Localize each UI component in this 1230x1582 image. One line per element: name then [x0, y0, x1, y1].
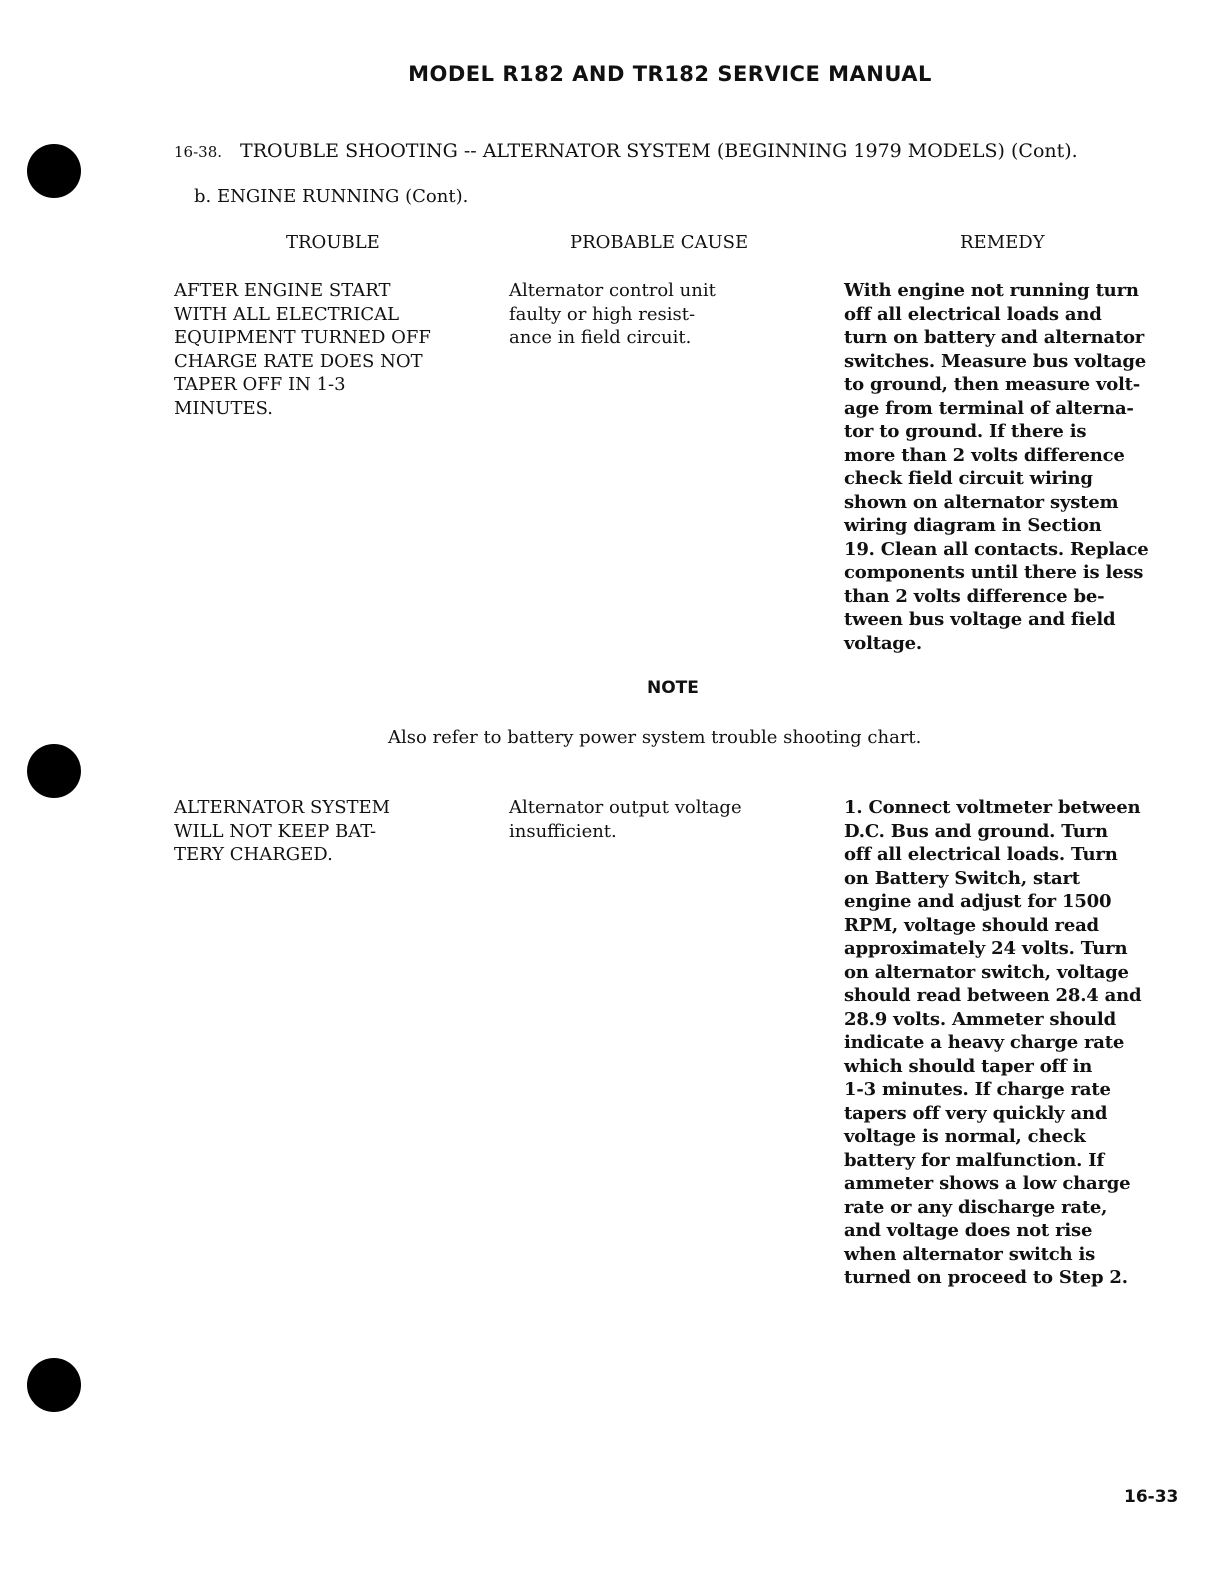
column-header-remedy: REMEDY	[960, 232, 1045, 253]
binder-hole-top	[27, 144, 81, 198]
remedy-cell: 1. Connect voltmeter between D.C. Bus and ground. Turn off all electrical loads. Turn on Battery Switch, start engine and adjust for 1500 RPM, voltage should read approximately 24 volts. Turn on alternator switch, voltage should read between 28.4 and 28.9 volts. Ammeter should indicate a heavy charge rate which should taper off in 1-3 minutes. If charge rate tapers off very quickly and voltage is normal, check battery for malfunction. If ammeter shows a low charge rate or any discharge rate, and voltage does not rise when alternator switch is turned on proceed to Step 2.	[844, 797, 1142, 1288]
column-header-trouble: TROUBLE	[286, 232, 380, 253]
note-text: Also refer to battery power system trouble shooting chart.	[388, 727, 922, 748]
column-header-probable-cause: PROBABLE CAUSE	[570, 232, 749, 253]
note-title: NOTE	[647, 678, 699, 698]
section-number: 16-38.	[174, 143, 223, 161]
remedy-cell: With engine not running turn off all electrical loads and turn on battery and alternator switches. Measure bus voltage to ground, then measure volt- age from terminal of alterna- tor to ground. If there is more than 2 volts difference check field circuit wiring shown on alternator system wiring diagram in Section 19. Clean all contacts. Replace components until there is less than 2 volts difference be- tween bus voltage and field voltage.	[844, 280, 1149, 654]
cause-cell: Alternator output voltage insufficient.	[509, 797, 742, 842]
trouble-cell: AFTER ENGINE START WITH ALL ELECTRICAL EQUIPMENT TURNED OFF CHARGE RATE DOES NOT TAPER OFF IN 1-3 MINUTES.	[174, 280, 431, 419]
cause-cell: Alternator control unit faulty or high resist- ance in field circuit.	[509, 280, 716, 348]
section-title: TROUBLE SHOOTING -- ALTERNATOR SYSTEM (BEGINNING 1979 MODELS) (Cont).	[240, 140, 1078, 162]
trouble-cell: ALTERNATOR SYSTEM WILL NOT KEEP BAT- TERY CHARGED.	[174, 797, 391, 865]
section-heading	[174, 140, 1078, 162]
subheading: b. ENGINE RUNNING (Cont).	[194, 186, 469, 207]
binder-hole-bottom	[27, 1358, 81, 1412]
page-number: 16-33	[1124, 1487, 1179, 1507]
page-title: MODEL R182 AND TR182 SERVICE MANUAL	[408, 62, 932, 86]
binder-hole-middle	[27, 744, 81, 798]
